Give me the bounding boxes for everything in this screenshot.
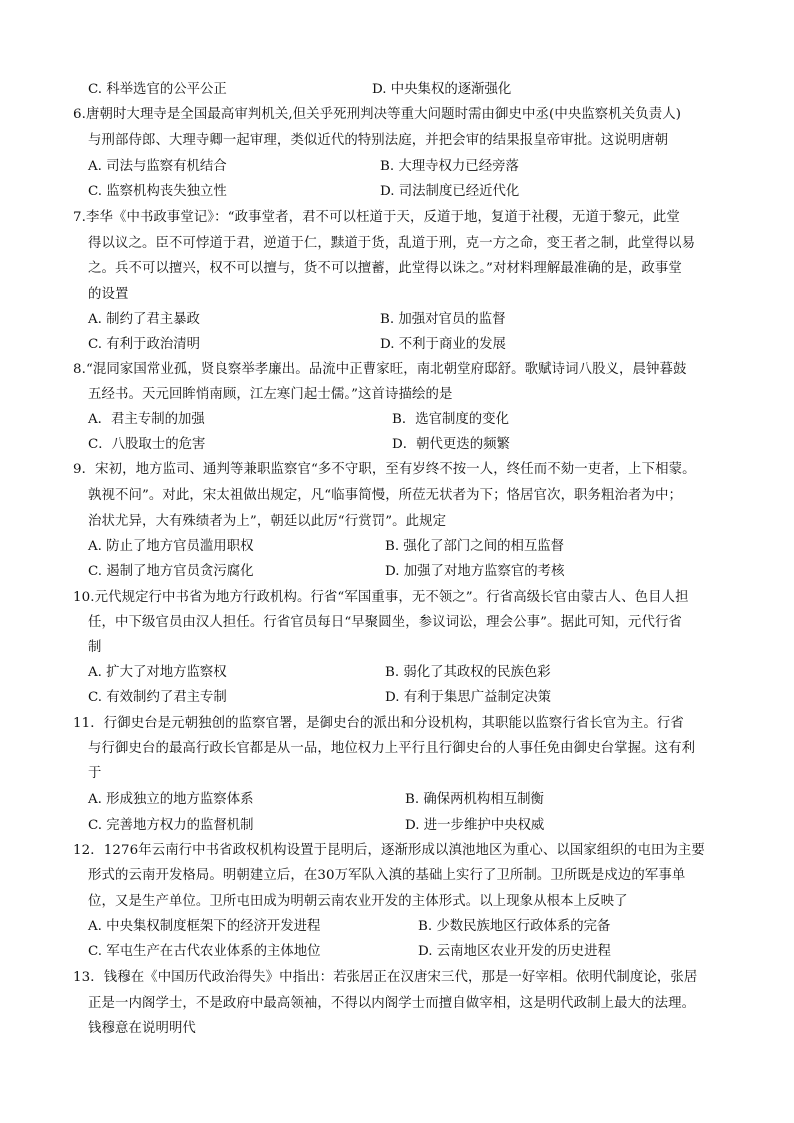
q10-option-d: D. 有利于集思广益制定决策 — [385, 690, 552, 705]
q9-stem-line-2: 孰视不问”。对此，宋太祖做出规定，凡“临事简慢，所莅无状者为下；恪居官次，职务粗治者为中； — [88, 488, 682, 503]
q8-stem-line-2: 五经书。天元回眸悄南顾，江左寒门起士儒。”这首诗描绘的是 — [88, 387, 453, 402]
q5-option-d: D. 中央集权的逐渐强化 — [372, 82, 512, 97]
q11-option-a: A. 形成独立的地方监察体系 — [88, 792, 254, 807]
q6-option-c: C. 监察机构丧失独立性 — [88, 184, 227, 199]
q7-option-d: D. 不利于商业的发展 — [380, 337, 506, 352]
q10-option-c: C. 有效制约了君主专制 — [88, 690, 227, 705]
q13-stem-line-2: 正是一内阁学士，不是政府中最高领袖，不得以内阁学士而擅自做宰相，这是明代政制上最大的法理。 — [88, 996, 696, 1011]
q13-stem-line-1: 13．钱穆在《中国历代政治得失》中指出：若张居正在汉唐宋三代，那是一好宰相。依明代制度论，张居 — [73, 970, 698, 985]
q11-option-c: C. 完善地方权力的监督机制 — [88, 818, 254, 833]
q13-stem-line-3: 钱穆意在说明明代 — [88, 1021, 196, 1036]
q10-stem-line-3: 制 — [88, 640, 102, 655]
q12-stem-line-1: 12．1276年云南行中书省政权机构设置于昆明后，逐渐形成以滇池地区为重心、以国家组织的屯田为主要 — [73, 843, 705, 858]
q7-stem-line-2: 得以议之。臣不可悖道于君，逆道于仁，黩道于货，乱道于刑，克一方之命，变王者之制，此堂得以易 — [88, 236, 696, 251]
q7-stem-line-4: 的设置 — [88, 287, 129, 302]
q12-stem-line-3: 位，又是生产单位。卫所屯田成为明朝云南农业开发的主体形式。以上现象从根本上反映了 — [88, 894, 628, 909]
q10-stem-line-2: 任，中下级官员由汉人担任。行省官员每日“早聚圆坐，参议词讼，理会公事”。据此可知，元代行省 — [88, 615, 682, 630]
q10-option-b: B. 弱化了其政权的民族色彩 — [385, 665, 551, 680]
q12-option-d: D. 云南地区农业开发的历史进程 — [418, 944, 611, 959]
q7-option-a: A. 制约了君主暴政 — [88, 312, 200, 327]
q11-stem-line-3: 于 — [88, 766, 102, 781]
q11-option-b: B. 确保两机构相互制衡 — [405, 792, 544, 807]
q8-option-d: D．朝代更迭的频繁 — [392, 437, 510, 452]
q7-option-b: B. 加强对官员的监督 — [380, 312, 506, 327]
q10-option-a: A. 扩大了对地方监察权 — [88, 665, 227, 680]
q12-stem-line-2: 形式的云南开发格局。明朝建立后，在30万军队入滇的基础上实行了卫所制。卫所既是戍边的军事单 — [88, 868, 686, 883]
q6-stem-line-1: 6.唐朝时大理寺是全国最高审判机关,但关乎死刑判决等重大问题时需由御史中丞(中央监察机关负责人) — [73, 107, 682, 122]
q12-option-a: A. 中央集权制度框架下的经济开发进程 — [88, 919, 321, 934]
q6-option-d: D. 司法制度已经近代化 — [380, 184, 520, 199]
q9-option-a: A. 防止了地方官员滥用职权 — [88, 539, 254, 554]
q9-option-b: B. 强化了部门之间的相互监督 — [385, 539, 565, 554]
q9-stem-line-3: 治状尤异，大有殊绩者为上”，朝廷以此厉“行赏罚”。此规定 — [88, 514, 447, 529]
q6-option-b: B. 大理寺权力已经旁落 — [380, 159, 519, 174]
q8-stem-line-1: 8.“混同家国常业孤，贤良察举孝廉出。品流中正曹家旺，南北朝堂府邸舒。歌赋诗词八股义，晨钟暮鼓 — [73, 362, 687, 377]
q10-stem-line-1: 10.元代规定行中书省为地方行政机构。行省“军国重事，无不领之”。行省高级长官由蒙古人、色目人担 — [73, 590, 689, 605]
q8-option-b: B．选官制度的变化 — [392, 412, 509, 427]
q7-stem-line-1: 7.李华《中书政事堂记》：“政事堂者，君不可以枉道于天，反道于地，复道于社稷，无道于黎元，此堂 — [73, 210, 680, 225]
q7-stem-line-3: 之。兵不可以擅兴，权不可以擅与，货不可以擅蓄，此堂得以诛之。”对材料理解最准确的是，政事堂 — [88, 261, 682, 276]
q7-option-c: C. 有利于政治清明 — [88, 337, 201, 352]
q9-stem-line-1: 9．宋初，地方监司、通判等兼职监察官“多不守职，至有岁终不按一人，终任而不劾一吏者，上下相蒙。 — [73, 462, 696, 477]
q8-option-a: A．君主专制的加强 — [88, 412, 205, 427]
q9-option-d: D. 加强了对地方监察官的考核 — [385, 564, 565, 579]
q6-option-a: A. 司法与监察有机结合 — [88, 159, 227, 174]
q11-stem-line-1: 11．行御史台是元朝独创的监察官署，是御史台的派出和分设机构，其职能以监察行省长官为主。行省 — [73, 716, 684, 731]
q5-option-c: C. 科举选官的公平公正 — [88, 82, 227, 97]
q11-option-d: D. 进一步维护中央权威 — [405, 818, 545, 833]
q11-stem-line-2: 与行御史台的最高行政长官都是从一品，地位权力上平行且行御史台的人事任免由御史台掌握。这有利 — [88, 741, 696, 756]
q6-stem-line-2: 与刑部侍郎、大理寺卿一起审理，类似近代的特别法庭，并把会审的结果报皇帝审批。这说明唐朝 — [88, 133, 669, 148]
q12-option-b: B. 少数民族地区行政体系的完备 — [418, 919, 611, 934]
q12-option-c: C. 军屯生产在古代农业体系的主体地位 — [88, 944, 321, 959]
q8-option-c: C．八股取士的危害 — [88, 437, 206, 452]
q9-option-c: C. 遏制了地方官员贪污腐化 — [88, 564, 254, 579]
